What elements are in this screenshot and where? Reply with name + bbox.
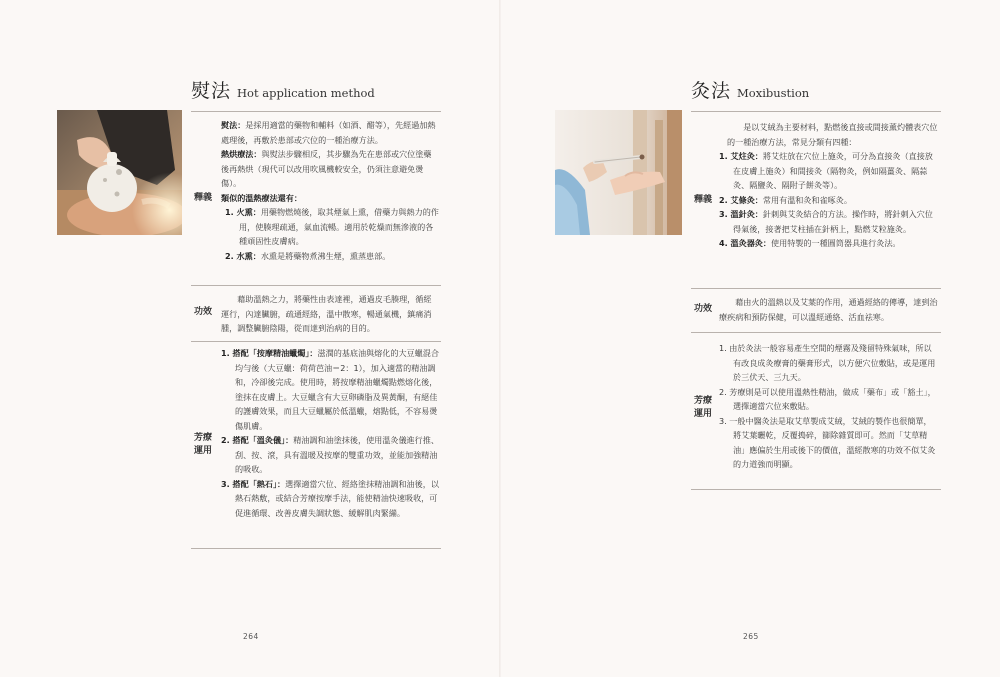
right-row-definition (691, 111, 941, 289)
right-def-para: 是以艾絨為主要材料，點燃後直接或間接薰灼體表穴位的一種治療方法，常見分類有四種： (727, 122, 938, 147)
left-effect-para: 藉助溫熱之力，將藥性由表達裡，通過皮毛腠理，循經運行，內達臟腑，疏通經絡，溫中散寒，暢通氣機，鎮痛消腫，調整臟腑陰陽，從而達到治病的目的。 (221, 294, 432, 333)
left-aroma-item-1: 1. 搭配「按摩精油蠟燭」：滋潤的基底油與熔化的大豆蠟混合均勻後（大豆蠟：荷荷芭油＝2：1），加入適當的精油調和，冷卻後完成。使用時，將按摩精油蠟燭點燃熔化後，塗抹在皮膚上。大豆蠟含有大豆卵磷脂及異黃酮，有絕佳的護膚效果，而且大豆蠟屬於低溫蠟，熔點低，不容易燙傷肌膚。 (221, 348, 439, 431)
right-page (500, 0, 1000, 677)
left-row-body-aromatherapy (221, 346, 439, 520)
right-row-aromatherapy (691, 332, 941, 490)
left-row-aromatherapy (191, 341, 441, 549)
left-row-definition (191, 111, 441, 286)
left-def-para-2: 熱烘療法：與熨法步驟相反，其步驟為先在患部或穴位塗藥後再熱烘（現代可以改用吹風機較安全，仍須注意避免燙傷）。 (221, 149, 432, 188)
right-heading (691, 76, 809, 103)
left-page-number: 264 (243, 632, 259, 641)
right-def-item-3: 3. 溫針灸：針刺與艾灸結合的方法。操作時，將針刺入穴位得氣後，接著把艾柱插在針柄上，點燃艾粒施灸。 (719, 209, 933, 234)
left-def-para-3: 類似的溫熱療法還有： (221, 192, 302, 203)
moxibustion-photo (555, 110, 682, 235)
right-effect-para: 藉由火的溫熱以及艾葉的作用，通過經絡的傳導，達到治療疾病和預防保健，可以溫經通絡、活血祛寒。 (719, 297, 938, 322)
left-title-en: Hot application method (237, 86, 375, 100)
left-heading (191, 76, 375, 103)
left-title-zh: 熨法 (191, 80, 232, 102)
left-def-para-1: 熨法：是採用適當的藥物和輔料（如酒、醋等），先經過加熱處理後，再敷於患部或穴位的一種治療方法。 (221, 120, 436, 145)
right-aroma-item-3: 3. 一般中醫灸法是取艾草製成艾絨，艾絨的製作也很簡單，將艾葉曬乾，反覆搗碎，篩除雜質即可。然而「艾草精油」應偏於生用或後下的價值，溫經散寒的功效不似艾灸的力道強而明顯。 (719, 415, 936, 469)
right-def-item-2: 2. 艾條灸：常用有溫和灸和雀啄灸。 (719, 194, 852, 205)
right-row-label-effect: 功效 (693, 304, 712, 314)
left-aroma-item-3: 3. 搭配「熱石」：選擇適當穴位、經絡塗抹精油調和油後，以熱石熱敷，或結合芳療按摩手法，能使精油快速吸收，可促進循環、改善皮膚失調狀態、緩解肌肉緊繃。 (221, 478, 439, 518)
right-aroma-item-2: 2. 芳療則是可以使用溫熱性精油，做成「藥布」或「豁土」，選擇適當穴位來敷貼。 (719, 386, 936, 411)
left-row-body-effect (221, 292, 439, 336)
left-row-label-definition: 釋義 (193, 193, 212, 203)
left-row-effect (191, 285, 441, 342)
right-row-body-definition (719, 120, 939, 251)
right-def-item-4: 4. 溫灸器灸：使用特製的一種圓筒器具進行灸法。 (719, 238, 901, 248)
left-row-body-definition (221, 118, 439, 263)
right-title-en: Moxibustion (737, 86, 810, 100)
right-def-item-1: 1. 艾炷灸：將艾炷放在穴位上施灸，可分為直接灸（直接放在皮膚上施灸）和間接灸（隔物灸，例如隔薑灸、隔蒜灸、隔鹽灸、隔附子餅灸等）。 (719, 151, 933, 190)
left-row-label-effect: 功效 (193, 307, 212, 317)
right-row-label-definition: 釋義 (693, 195, 712, 205)
left-def-item-1: 1. 火熏：用藥物燃燒後，取其煙氣上熏，借藥力與熱力的作用，使腠理疏通，氣血流暢。適用於乾燥而無滲液的各種頑固性皮膚病。 (225, 207, 439, 246)
left-aroma-item-2: 2. 搭配「溫灸儀」：精油調和油塗抹後，使用溫灸儀進行推、刮、按、滾，具有溫暖及按摩的雙重功效，並能加強精油的吸收。 (221, 435, 439, 474)
right-title-zh: 灸法 (691, 80, 732, 102)
right-page-number: 265 (743, 632, 759, 641)
left-row-label-aromatherapy: 芳療運用 (193, 433, 212, 456)
hot-compress-photo (57, 110, 182, 235)
right-row-effect (691, 288, 941, 333)
right-row-body-effect (719, 295, 939, 324)
left-def-item-2: 2. 水熏：水熏是將藥物煮沸生煙，熏蒸患部。 (225, 250, 391, 261)
right-row-label-aromatherapy: 芳療運用 (693, 396, 712, 419)
right-aroma-item-1: 1. 由於灸法一般容易產生空間的煙霧及殘留特殊氣味，所以有改良成灸療膏的藥膏形式，以方便穴位敷貼，或是運用於三伏天、三九天。 (719, 343, 936, 382)
right-row-body-aromatherapy (719, 341, 939, 472)
